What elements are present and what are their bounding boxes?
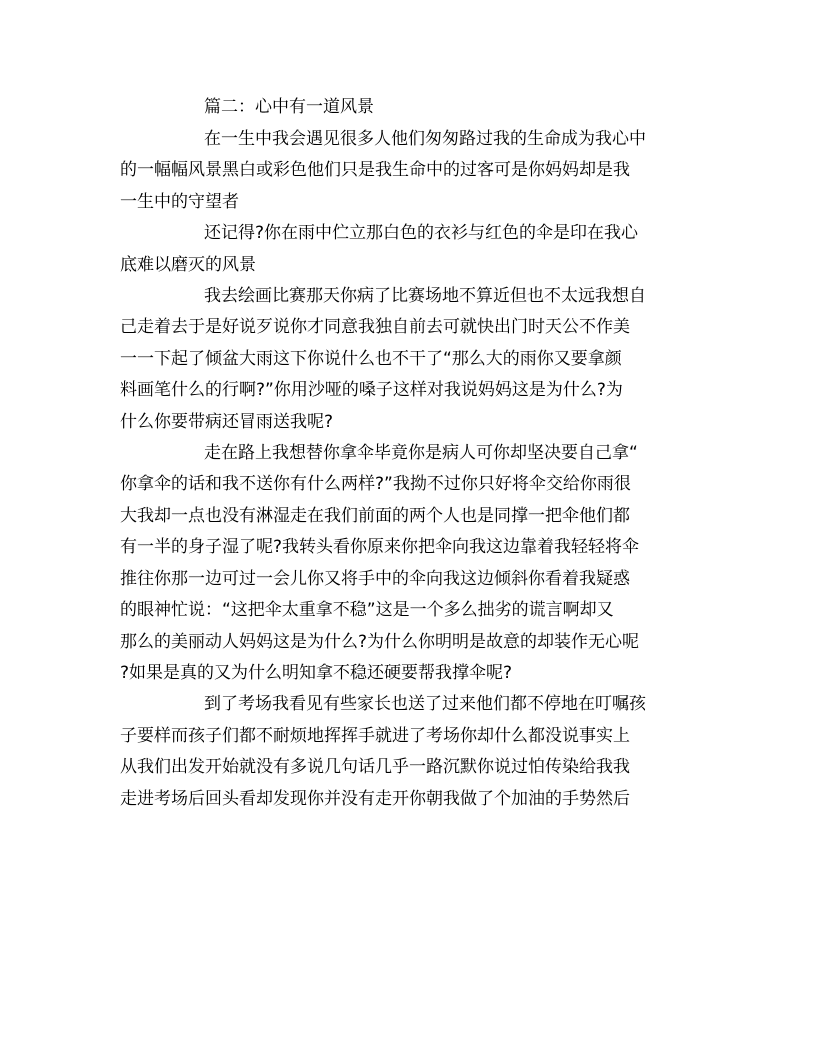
document-body <box>120 92 694 815</box>
paragraph-line: 推往你那一边可过一会儿你又将手中的伞向我这边倾斜你看着我疑惑 <box>120 568 630 589</box>
paragraph-line: 底难以磨灭的风景 <box>120 254 256 275</box>
paragraph-5 <box>120 689 694 815</box>
paragraph-line: 有一半的身子湿了呢?我转头看你原来你把伞向我这边靠着我轻轻将伞 <box>120 537 640 558</box>
paragraph-line: 那么的美丽动人妈妈这是为什么?为什么你明明是故意的却装作无心呢 <box>120 631 640 652</box>
paragraph-line: 你拿伞的话和我不送你有什么两样?”我拗不过你只好将伞交给你雨很 <box>120 474 631 495</box>
paragraph-line: 一生中的守望者 <box>120 191 239 212</box>
paragraph-line: 到了考场我看见有些家长也送了过来他们都不停地在叮嘱孩 <box>204 694 646 715</box>
paragraph-line: 的一幅幅风景黑白或彩色他们只是我生命中的过客可是你妈妈却是我 <box>120 160 630 181</box>
paragraph-line: 料画笔什么的行啊?”你用沙哑的嗓子这样对我说妈妈这是为什么?为 <box>120 380 623 401</box>
paragraph-line: 己走着去于是好说歹说你才同意我独自前去可就快出门时天公不作美 <box>120 317 630 338</box>
paragraph-line: 还记得?你在雨中伫立那白色的衣衫与红色的伞是印在我心 <box>204 223 639 244</box>
paragraph-line: 什么你要带病还冒雨送我呢? <box>120 411 334 432</box>
paragraph-line: 从我们出发开始就没有多说几句话几乎一路沉默你说过怕传染给我我 <box>120 757 630 778</box>
paragraph-line: 的眼神忙说：“这把伞太重拿不稳”这是一个多么拙劣的谎言啊却又 <box>120 600 614 621</box>
paragraph-3 <box>120 281 694 438</box>
paragraph-4 <box>120 438 694 689</box>
paragraph-line: 大我却一点也没有淋湿走在我们前面的两个人也是同撑一把伞他们都 <box>120 505 630 526</box>
paragraph-line: 走在路上我想替你拿伞毕竟你是病人可你却坚决要自己拿“ <box>204 443 638 464</box>
document-title: 篇二：心中有一道风景 <box>204 97 374 117</box>
paragraph-line: 我去绘画比赛那天你病了比赛场地不算近但也不太远我想自 <box>204 286 646 307</box>
paragraph-line: ?如果是真的又为什么明知拿不稳还硬要帮我撑伞呢? <box>120 662 513 683</box>
paragraph-line: 走进考场后回头看却发现你并没有走开你朝我做了个加油的手势然后 <box>120 788 630 809</box>
paragraph-1 <box>120 124 694 218</box>
paragraph-line: 在一生中我会遇见很多人他们匆匆路过我的生命成为我心中 <box>204 129 646 149</box>
paragraph-2 <box>120 218 694 281</box>
paragraph-line: 一一下起了倾盆大雨这下你说什么也不干了“那么大的雨你又要拿颜 <box>120 348 622 369</box>
paragraph-line: 子要样而孩子们都不耐烦地挥挥手就进了考场你却什么都没说事实上 <box>120 725 630 746</box>
